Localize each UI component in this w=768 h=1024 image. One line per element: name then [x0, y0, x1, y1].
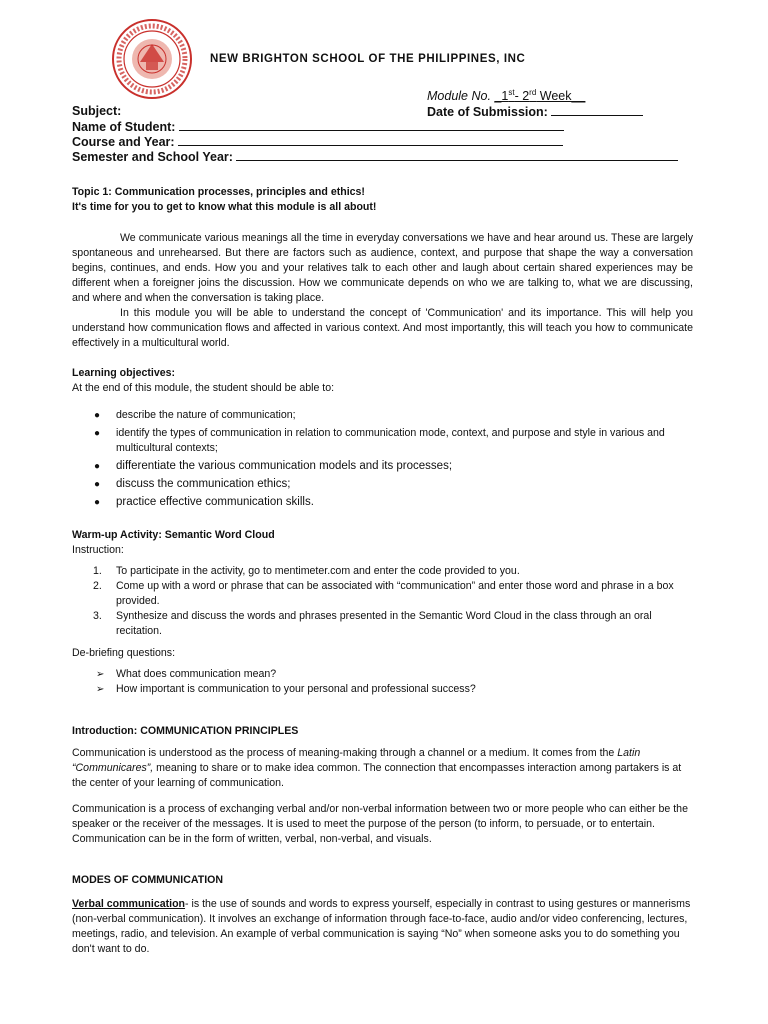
- name-of-student-label: Name of Student:: [72, 120, 176, 134]
- list-item: ➢ What does communication mean?: [96, 668, 277, 680]
- bullet-icon: ●: [94, 410, 101, 421]
- verbal-communication-paragraph: Verbal communication- is the use of sounds and words to express yourself, especially in contrast to using gestures or mannerisms (non-verbal communication). It involves an exchange of information through face-to-face, audio and/or video conferencing, lectures, meetings, radio, and television. An example of verbal communication is saying “No” when someone asks you to do something you don't want to do.: [72, 898, 691, 955]
- list-item: ● discuss the communication ethics;: [94, 478, 291, 490]
- modes-heading: MODES OF COMMUNICATION: [72, 874, 224, 886]
- intro-paragraph: We communicate various meanings all the time in everyday conversations we have and hear around us. These are largely spontaneous and unrehearsed. But there are factors such as audience, context, and purpose that shape the way a conversation begins, continues, and ends. How you and your relatives talk to each other and laugh about certain shared experiences may be different when a foreigner joins the discussion. How we communicate depends on who we are talking to, what we are discussing, and where and when the conversation is taking place.: [72, 232, 693, 304]
- bullet-icon: ●: [94, 461, 101, 472]
- debrief-questions: [72, 667, 693, 697]
- list-item: 1. To participate in the activity, go to mentimeter.com and enter the code provided to you.: [93, 565, 520, 577]
- module-value: _1st- 2rd Week__: [494, 88, 586, 104]
- list-item: ● identify the types of communication in relation to communication mode, context, and purpose and style in various and multicultural contexts;: [94, 427, 665, 454]
- arrow-bullet-icon: ➢: [96, 684, 105, 695]
- module-content: [72, 185, 693, 957]
- topic-title: Topic 1: Communication processes, principles and ethics!: [72, 186, 365, 198]
- school-seal-icon: [111, 18, 193, 100]
- arrow-bullet-icon: ➢: [96, 669, 105, 680]
- list-item: ➢ How important is communication to your personal and professional success?: [96, 683, 476, 695]
- principles-heading: Introduction: COMMUNICATION PRINCIPLES: [72, 725, 299, 737]
- bullet-icon: ●: [94, 428, 101, 439]
- warmup-heading: Warm-up Activity: Semantic Word Cloud: [72, 529, 275, 541]
- objectives-lead: At the end of this module, the student should be able to:: [72, 382, 335, 394]
- student-info-fields: [72, 104, 698, 164]
- course-and-year-field[interactable]: [178, 134, 563, 146]
- module-label: Module No.: [427, 89, 491, 104]
- list-item: ● describe the nature of communication;: [94, 409, 296, 421]
- objectives-heading: Learning objectives:: [72, 367, 176, 379]
- intro-paragraph: In this module you will be able to understand the concept of 'Communication' and its importance. This will help you understand how communication flows and affected in various context. And most importantly, this will teach you how to communicate effectively in a multicultural world.: [72, 307, 693, 349]
- course-and-year-label: Course and Year:: [72, 135, 175, 149]
- principles-paragraph: Communication is understood as the process of meaning-making through a channel or a medium. It comes from the Latin “Communicares”, meaning to share or to make idea common. The connection that encompasses interaction among partakers is at the center of your learning of communication.: [72, 747, 682, 789]
- list-item: 3. Synthesize and discuss the words and phrases presented in the Semantic Word Cloud in the class through an oral recitation.: [93, 610, 652, 637]
- module-number: [427, 88, 585, 103]
- bullet-icon: ●: [94, 479, 101, 490]
- topic-subtitle: It's time for you to get to know what this module is all about!: [72, 201, 377, 213]
- semester-and-school-year-label: Semester and School Year:: [72, 150, 233, 164]
- instruction-steps: [72, 564, 693, 639]
- debrief-label: De-briefing questions:: [72, 647, 176, 659]
- objectives-list: [72, 408, 693, 510]
- date-of-submission-label: Date of Submission:: [427, 105, 548, 119]
- verbal-communication-term: Verbal communication: [72, 898, 186, 910]
- bullet-icon: ●: [94, 497, 101, 508]
- name-of-student-field[interactable]: [179, 119, 564, 131]
- instruction-label: Instruction:: [72, 544, 124, 556]
- subject-label: Subject:: [72, 104, 122, 118]
- semester-and-school-year-field[interactable]: [236, 149, 678, 161]
- list-item: ● differentiate the various communication models and its processes;: [94, 460, 453, 472]
- school-name: NEW BRIGHTON SCHOOL OF THE PHILIPPINES, INC: [210, 53, 526, 65]
- principles-paragraph: Communication is a process of exchanging verbal and/or non-verbal information between two or more people who can either be the speaker or the receiver of the messages. It is used to meet the purpose of the person (to inform, to persuade, or to entertain. Communication can be in the form of written, verbal, non-verbal, and visuals.: [72, 803, 688, 845]
- list-item: ● practice effective communication skills.: [94, 496, 314, 508]
- list-item: 2. Come up with a word or phrase that can be associated with “communication” and enter those word and phrase in a box provided.: [93, 580, 674, 607]
- date-of-submission-field[interactable]: [551, 104, 643, 116]
